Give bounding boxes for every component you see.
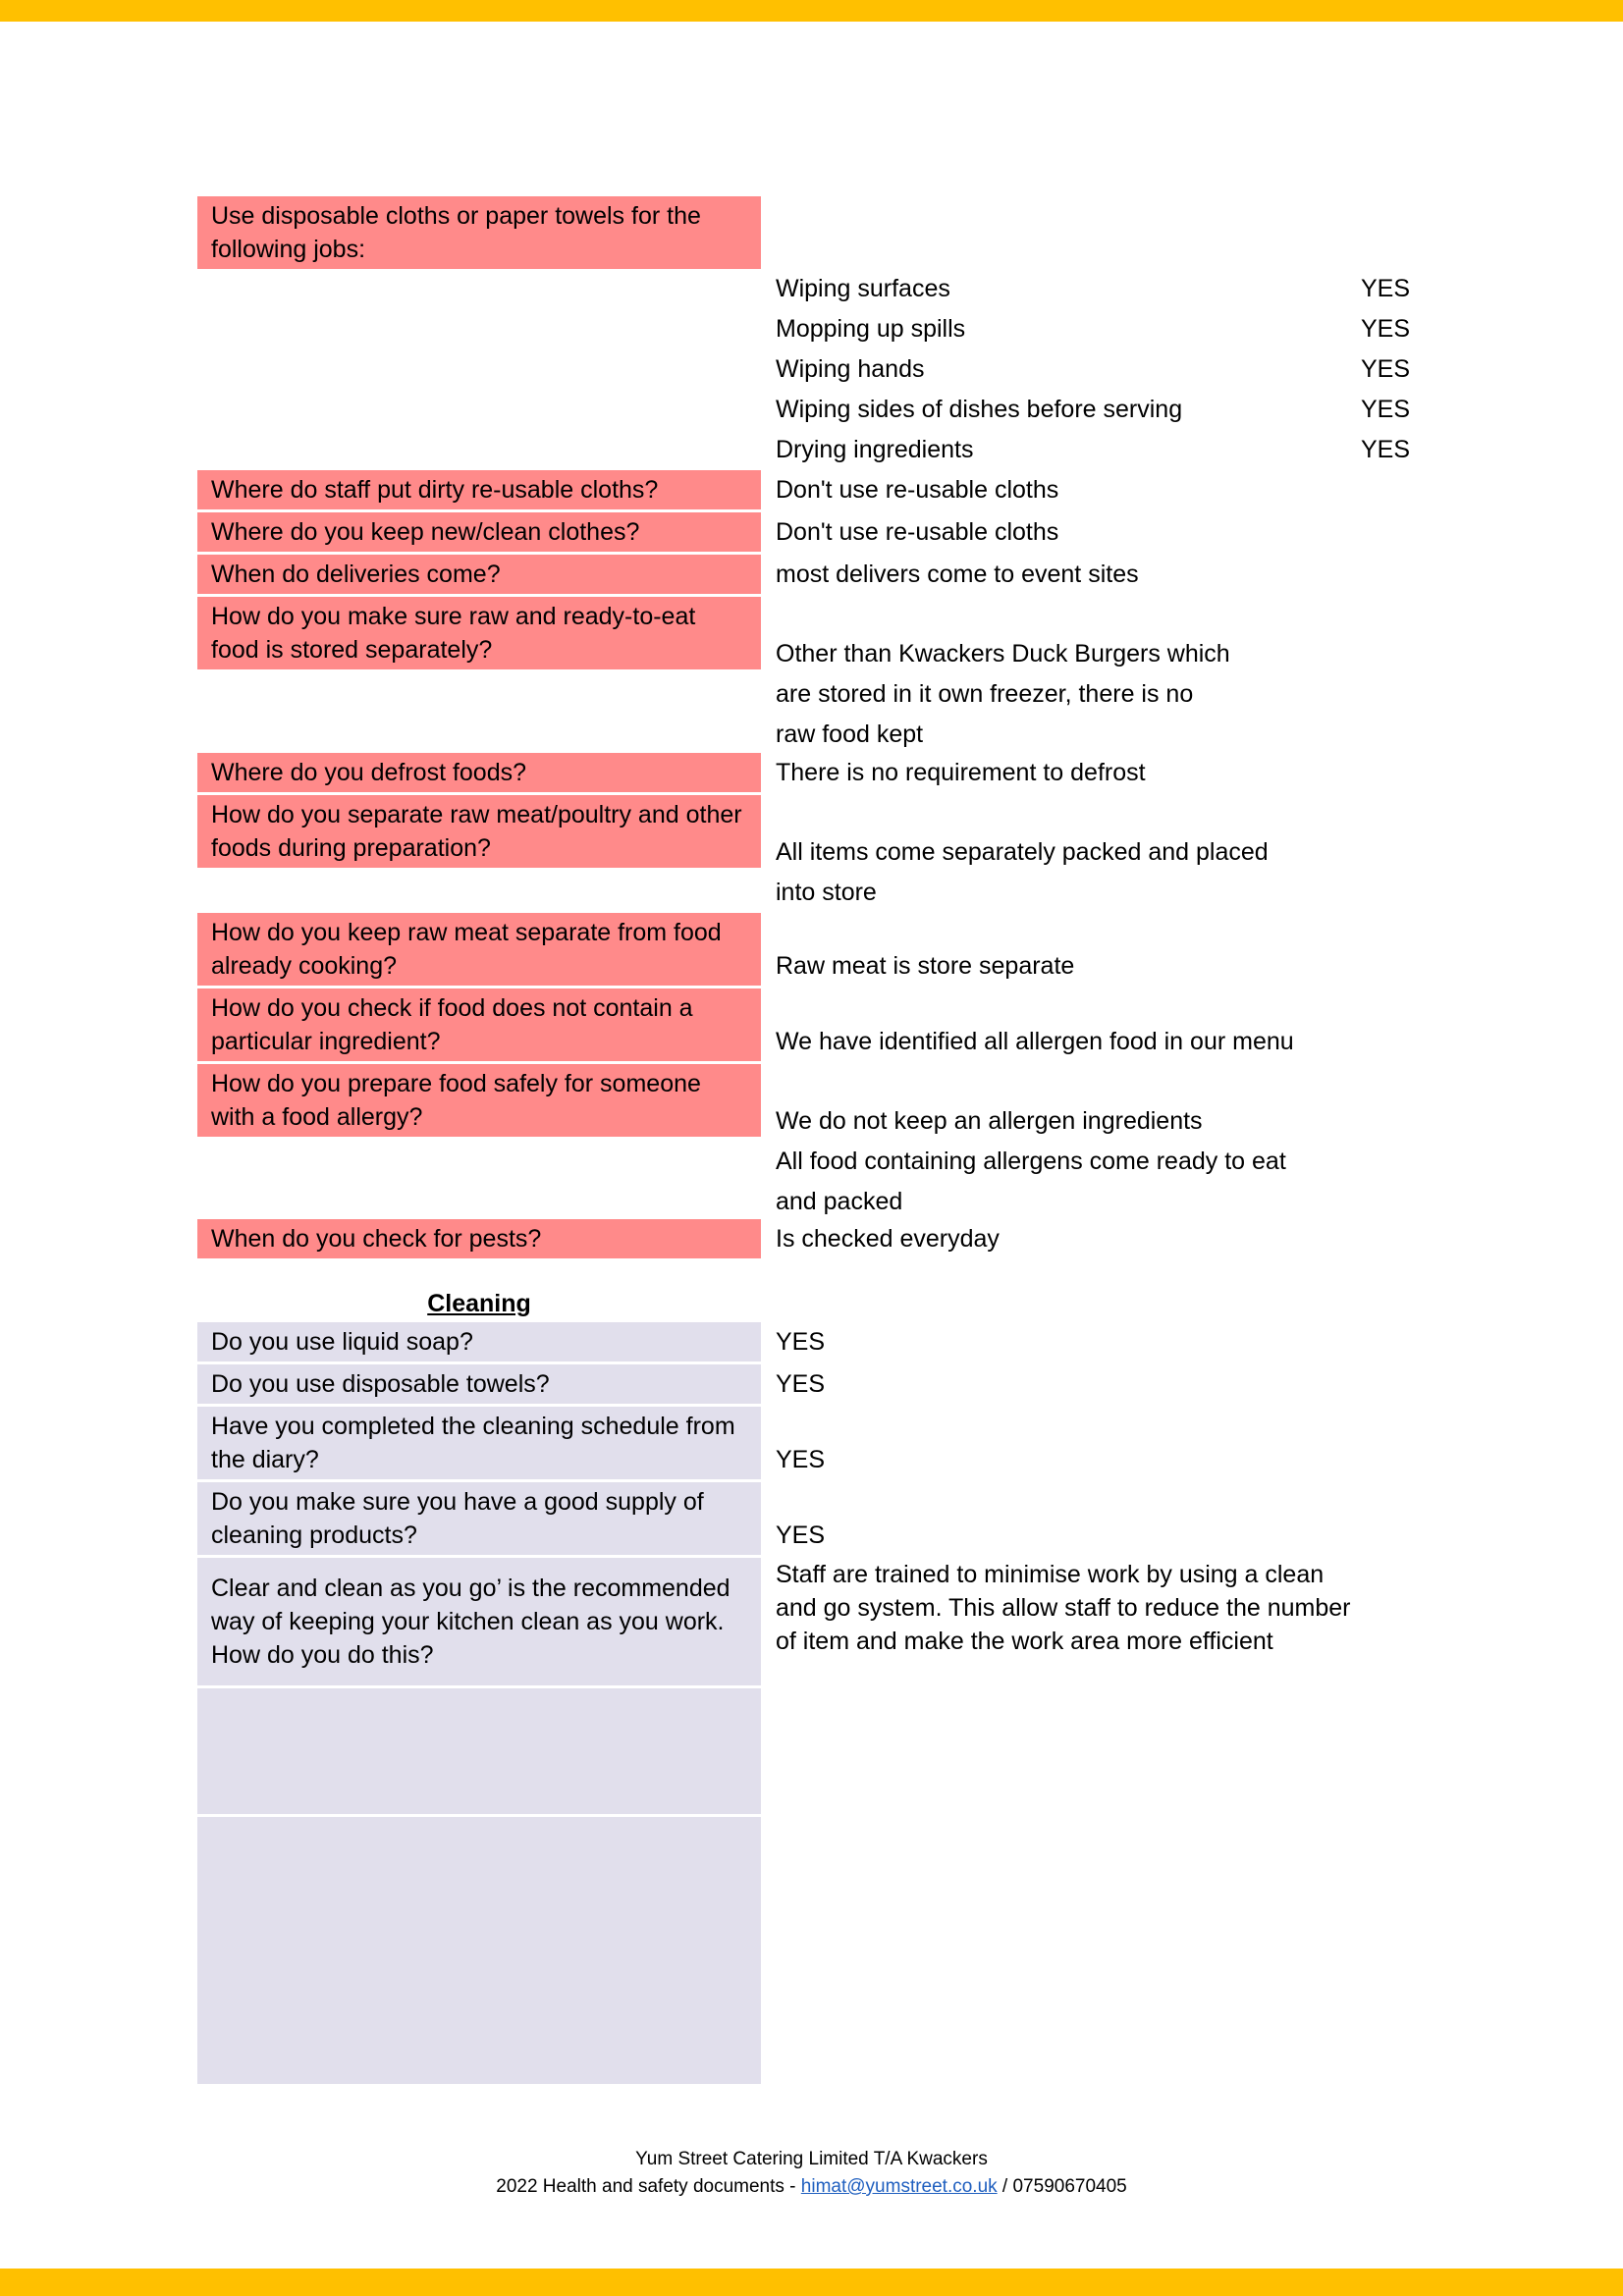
question: How do you prepare food safely for someone with a food allergy? <box>197 1064 761 1137</box>
job-row <box>197 309 1474 349</box>
cleaning-row <box>197 1407 1474 1482</box>
question: How do you separate raw meat/poultry and other foods during preparation? <box>197 795 761 868</box>
qa-row <box>197 597 1474 755</box>
answer-multiline: We do not keep an allergen ingredients All food containing allergens come ready to eat and packed <box>776 1107 1286 1215</box>
question: Where do you defrost foods? <box>197 753 761 792</box>
footer-contact: 2022 Health and safety documents - himat@yumstreet.co.uk / 07590670405 <box>496 2176 1127 2197</box>
cleaning-question: Do you use disposable towels? <box>197 1364 761 1404</box>
footer-company: Yum Street Catering Limited T/A Kwackers <box>635 2149 988 2169</box>
qa-row <box>197 470 1474 512</box>
question: Where do you keep new/clean clothes? <box>197 512 761 552</box>
job-answer: YES <box>1361 396 1411 423</box>
job-answer: YES <box>1361 355 1411 383</box>
cleaning-question: Do you make sure you have a good supply of cleaning products? <box>197 1482 761 1555</box>
job-task: Wiping hands <box>776 355 925 383</box>
top-color-band <box>0 0 1623 22</box>
cleaning-row <box>197 1364 1474 1407</box>
job-answer: YES <box>1361 436 1411 463</box>
cleaning-row <box>197 1322 1474 1364</box>
cleaning-row <box>197 1482 1474 1558</box>
answer: We have identified all allergen food in our menu <box>776 1028 1294 1055</box>
intro-row <box>197 196 1474 272</box>
answer: Don't use re-usable cloths <box>776 518 1059 546</box>
qa-row <box>197 988 1474 1064</box>
job-task: Wiping sides of dishes before serving <box>776 396 1183 423</box>
qa-row <box>197 753 1474 795</box>
answer: Don't use re-usable cloths <box>776 476 1059 504</box>
answer: There is no requirement to defrost <box>776 759 1146 786</box>
qa-row <box>197 1219 1474 1261</box>
job-row <box>197 349 1474 390</box>
cleaning-answer: YES <box>776 1370 826 1398</box>
cleaning-question: Clear and clean as you go’ is the recommended way of keeping your kitchen clean as you work. How do you do this? <box>197 1558 761 1685</box>
cleaning-empty-row <box>197 1688 1474 1817</box>
empty-cell <box>197 1817 761 2084</box>
cleaning-answer: YES <box>776 1328 826 1356</box>
intro-question: Use disposable cloths or paper towels for the following jobs: <box>197 196 761 269</box>
job-task: Mopping up spills <box>776 315 966 343</box>
cleaning-answer: YES <box>776 1522 826 1549</box>
footer-email-link[interactable]: himat@yumstreet.co.uk <box>800 2176 998 2197</box>
qa-row <box>197 913 1474 988</box>
cleaning-question: Do you use liquid soap? <box>197 1322 761 1362</box>
jobs-list <box>197 269 1474 470</box>
cleaning-answer: YES <box>776 1446 826 1473</box>
cleaning-empty-row <box>197 1817 1474 2084</box>
answer: Is checked everyday <box>776 1225 1000 1253</box>
question: Where do staff put dirty re-usable cloths? <box>197 470 761 509</box>
question: When do deliveries come? <box>197 555 761 594</box>
qa-row <box>197 555 1474 597</box>
job-row <box>197 390 1474 430</box>
question: How do you keep raw meat separate from food already cooking? <box>197 913 761 986</box>
cleaning-question: Have you completed the cleaning schedule from the diary? <box>197 1407 761 1479</box>
qa-row <box>197 512 1474 555</box>
cleaning-row <box>197 1558 1474 1688</box>
job-answer: YES <box>1361 275 1411 302</box>
cleaning-heading: Cleaning <box>427 1290 531 1317</box>
bottom-color-band <box>0 2269 1623 2296</box>
cleaning-answer: Staff are trained to minimise work by using a clean and go system. This allow staff to reduce the number of item and make the work area more efficient <box>776 1561 1351 1655</box>
question: When do you check for pests? <box>197 1219 761 1258</box>
question: How do you check if food does not contain a particular ingredient? <box>197 988 761 1061</box>
question: How do you make sure raw and ready-to-eat food is stored separately? <box>197 597 761 669</box>
footer <box>0 2146 1623 2201</box>
empty-cell <box>197 1688 761 1814</box>
answer: Raw meat is store separate <box>776 952 1075 980</box>
job-task: Wiping surfaces <box>776 275 950 302</box>
job-task: Drying ingredients <box>776 436 974 463</box>
job-row <box>197 430 1474 470</box>
qa-row <box>197 795 1474 913</box>
job-row <box>197 269 1474 309</box>
answer-multiline: All items come separately packed and placed into store <box>776 838 1269 906</box>
answer: most delivers come to event sites <box>776 561 1139 588</box>
document-body <box>197 196 1474 2084</box>
job-answer: YES <box>1361 315 1411 343</box>
answer-multiline: Other than Kwackers Duck Burgers which are stored in it own freezer, there is no raw food kept <box>776 640 1230 748</box>
qa-row <box>197 1064 1474 1222</box>
